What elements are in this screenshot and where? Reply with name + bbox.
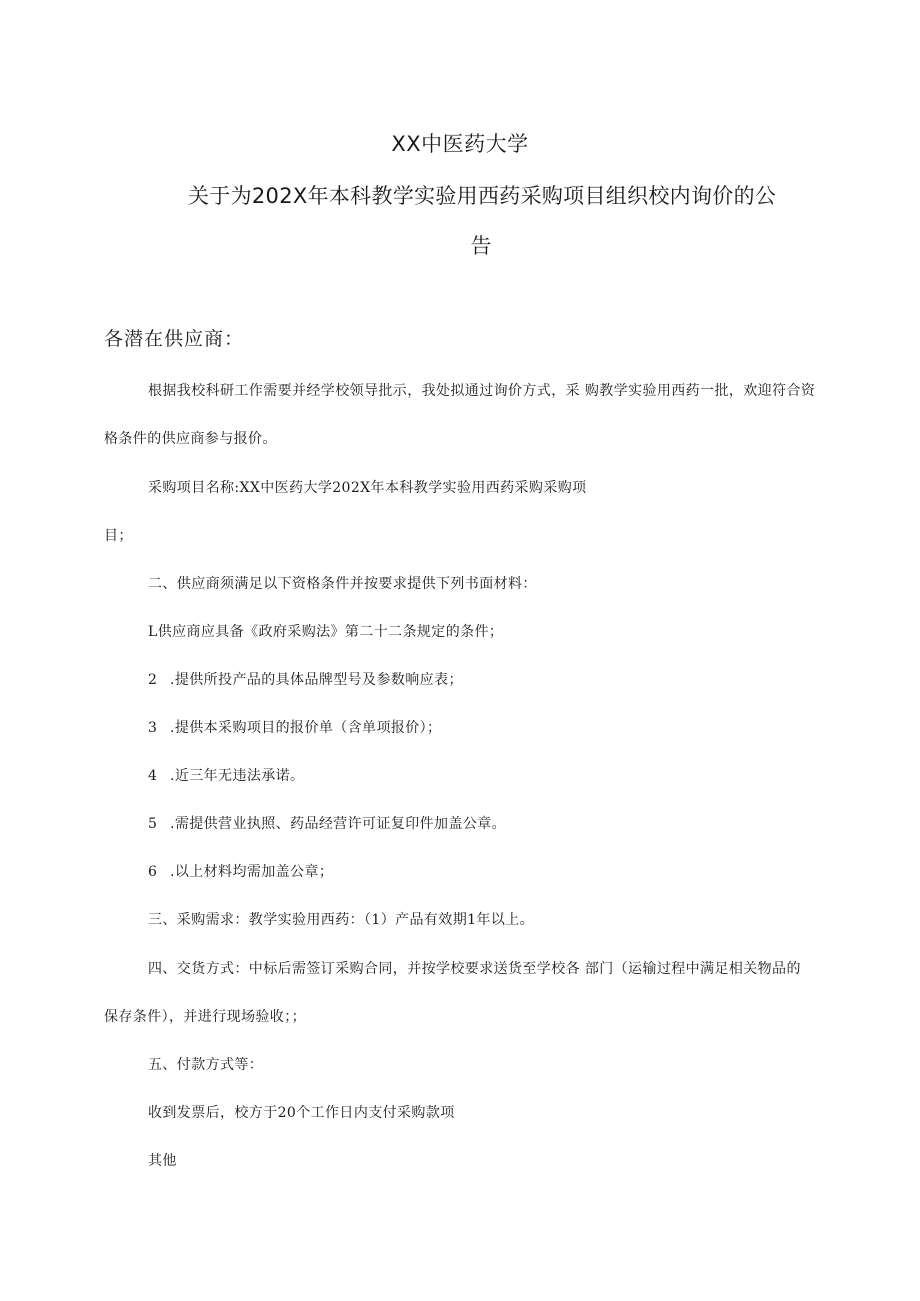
qualification-text: .提供本采购项目的报价单（含单项报价）；: [170, 720, 442, 736]
section5-text: 收到发票后，校方于20个工作日内支付采购款项: [148, 1105, 455, 1121]
qualification-text: .提供所投产品的具体品牌型号及参数响应表；: [170, 672, 463, 688]
qualification-number: 5: [148, 816, 158, 832]
section3-requirement: 三、采购需求：教学实验用西药：（1）产品有效期1年以上。: [148, 912, 535, 928]
qualification-item: [148, 765, 304, 785]
intro-line2: 格条件的供应商参与报价。: [104, 431, 277, 447]
greeting: 各潜在供应商：: [104, 328, 245, 350]
intro-line1: 根据我校科研工作需要并经学校领导批示，我处拟通过询价方式，采 购教学实验用西药一批，欢迎符合资: [148, 383, 816, 399]
notice-title-line1: 关于为202X年本科教学实验用西药采购项目组织校内询价的公: [188, 184, 777, 208]
qualification-number: 4: [148, 768, 158, 784]
section5-heading: 五、付款方式等：: [148, 1057, 264, 1073]
section4-line2: 保存条件），并进行现场验收；；: [104, 1009, 306, 1025]
project-name-line2: 目；: [104, 528, 133, 544]
university-name: XX中医药大学: [391, 132, 529, 156]
qualification-item: [148, 621, 503, 641]
qualification-number: 3: [148, 720, 158, 736]
qualification-text: .以上材料均需加盖公章；: [170, 864, 334, 880]
qualification-item: [148, 669, 463, 689]
section2-heading: 二、供应商须满足以下资格条件并按要求提供下列书面材料：: [148, 576, 537, 592]
qualification-item: [148, 813, 506, 833]
qualification-number: 6: [148, 864, 158, 880]
project-name-line1: 采购项目名称:XX中医药大学202X年本科教学实验用西药采购采购项: [148, 480, 587, 496]
qualification-item: [148, 861, 333, 881]
qualification-item: [148, 717, 441, 737]
other-heading: 其他: [148, 1153, 177, 1169]
qualification-text: .需提供营业执照、药品经营许可证复印件加盖公章。: [170, 816, 507, 832]
section4-line1: 四、交货方式：中标后需签订采购合同，并按学校要求送货至学校各 部门（运输过程中满足相关物品的: [148, 961, 801, 977]
qualification-text: .近三年无违法承诺。: [170, 768, 305, 784]
qualification-number: 2: [148, 672, 158, 688]
qualification-text: L供应商应具备《政府采购法》第二十二条规定的条件；: [148, 624, 504, 640]
notice-title-line2: 告: [470, 234, 492, 258]
